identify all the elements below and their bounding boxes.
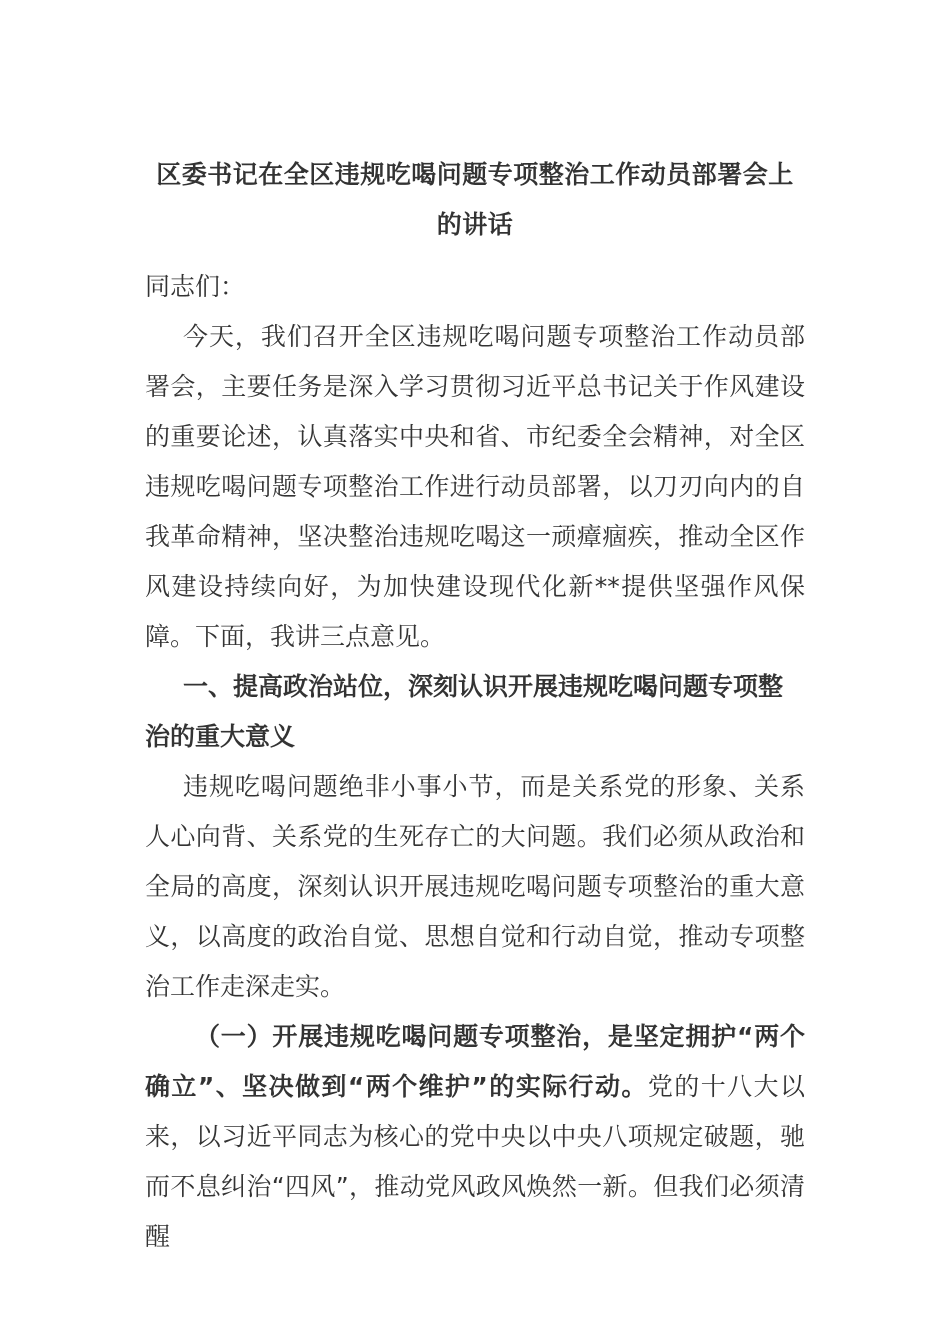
document-page	[145, 150, 805, 1262]
document-title: 区委书记在全区违规吃喝问题专项整治工作动员部署会上的讲话	[156, 160, 794, 239]
section-1-heading: 一、提高政治站位，深刻认识开展违规吃喝问题专项整治的重大意义	[145, 672, 784, 751]
subsection-1-heading: （一）开展违规吃喝问题专项整治，是坚定拥护“两个确立”、坚决做到“两个维护”的实际行动。	[145, 1022, 805, 1101]
intro-paragraph: 今天，我们召开全区违规吃喝问题专项整治工作动员部署会，主要任务是深入学习贯彻习近平总书记关于作风建设的重要论述，认真落实中央和省、市纪委全会精神，对全区违规吃喝问题专项整治工作进行动员部署，以刀刃向内的自我革命精神，坚决整治违规吃喝这一顽瘴痼疾，推动全区作风建设持续向好，为加快建设现代化新**提供坚强作风保障。下面，我讲三点意见。	[145, 322, 805, 651]
section-1-body: 违规吃喝问题绝非小事小节，而是关系党的形象、关系人心向背、关系党的生死存亡的大问题。我们必须从政治和全局的高度，深刻认识开展违规吃喝问题专项整治的重大意义，以高度的政治自觉、思想自觉和行动自觉，推动专项整治工作走深走实。	[145, 772, 805, 1001]
subsection-1-paragraph	[145, 1012, 805, 1262]
salutation: 同志们：	[145, 272, 246, 301]
subsection-1-text: 党的十八大以来，以习近平同志为核心的党中央以中央八项规定破题，驰而不息纠治“四风”，推动党风政风焕然一新。但我们必须清醒	[145, 1072, 805, 1251]
